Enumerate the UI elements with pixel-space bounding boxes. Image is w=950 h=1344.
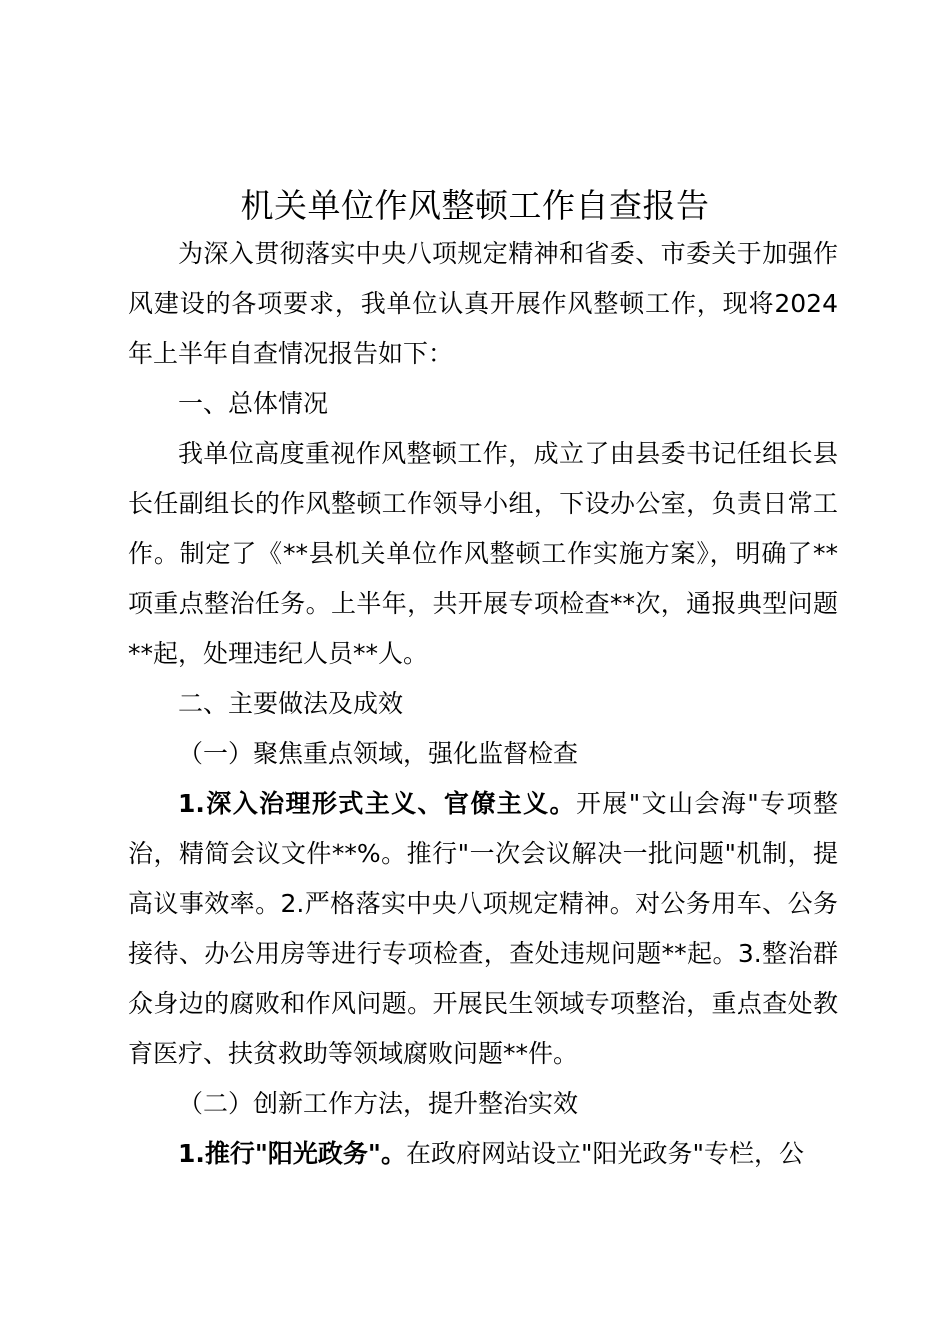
section-heading-overview: 一、总体情况 [178,389,329,418]
intro-paragraph: 为深入贯彻落实中央八项规定精神和省委、市委关于加强作风建设的各项要求，我单位认真开展作风整顿工作，现将2024年上半年自查情况报告如下： [128,239,838,368]
innovation-paragraph [128,1129,838,1179]
subsection-heading-innovation: （二）创新工作方法，提升整治实效 [178,1089,579,1118]
document-title: 机关单位作风整顿工作自查报告 [240,186,710,225]
innovation-body-text: 在政府网站设立"阳光政务"专栏，公 [405,1139,804,1168]
document-body [128,229,838,1179]
focus-body-text: 开展"文山会海"专项整治，精简会议文件**%。推行"一次会议解决一批问题"机制，提高议事效率。2.严格落实中央八项规定精神。对公务用车、公务接待、办公用房等进行专项检查，查处违规问题**起。3.整治群众身边的腐败和作风问题。开展民生领域专项整治，重点查处教育医疗、扶贫救助等领域腐败问题**件。 [128,789,838,1068]
focus-paragraph [128,779,838,1079]
section-heading-practices: 二、主要做法及成效 [178,689,404,718]
focus-lead-bold: 1.深入治理形式主义、官僚主义。 [178,789,576,818]
innovation-lead-bold: 1.推行"阳光政务"。 [178,1139,406,1168]
overview-paragraph: 我单位高度重视作风整顿工作，成立了由县委书记任组长县长任副组长的作风整顿工作领导小组，下设办公室，负责日常工作。制定了《**县机关单位作风整顿工作实施方案》，明确了**项重点整治任务。上半年，共开展专项检查**次，通报典型问题**起，处理违纪人员**人。 [128,439,838,668]
subsection-heading-focus: （一）聚焦重点领域，强化监督检查 [178,739,579,768]
